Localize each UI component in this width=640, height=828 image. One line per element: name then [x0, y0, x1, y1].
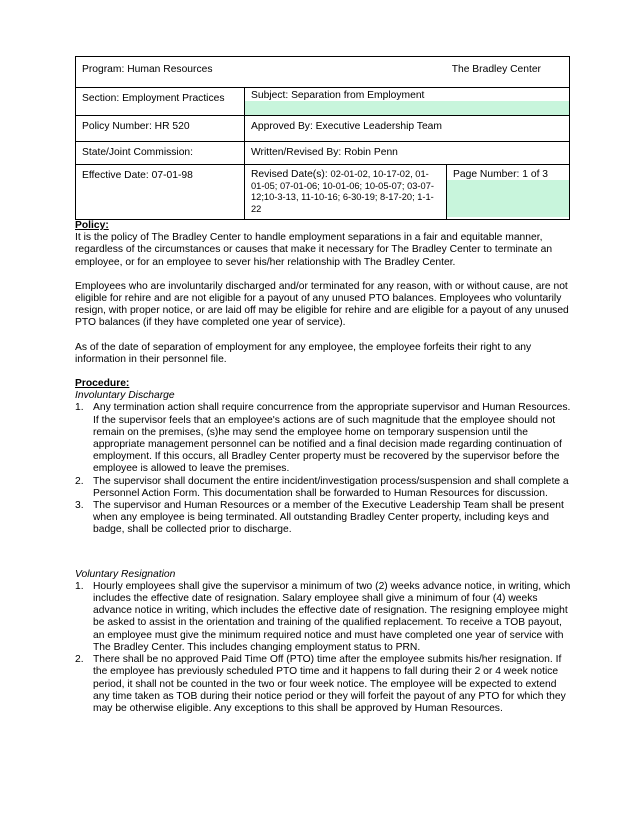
- involuntary-discharge-list: [75, 402, 572, 536]
- policy-number: Policy Number: HR 520: [82, 121, 190, 132]
- policy-paragraph: Employees who are involuntarily discharged and/or terminated for any reason, with or without cause, are not eligible for rehire and are not eligible for a payout of any unused PTO balances. Employees who voluntarily resign, with proper notice, or are laid off may be eligible for rehire and are eligible for a payout of any unused PTO balances (if they have completed one year of service).: [75, 280, 569, 329]
- effective-date: Effective Date: 07-01-98: [82, 170, 193, 181]
- list-item: 2. There shall be no approved Paid Time Off (PTO) time after the employee submits his/her resignation. If the employee has previously scheduled PTO time and it happens to fall during their 2 or 4 week notice period, it shall not be counted in the two or four week notice. The employee will be expected to extend any time taken as TOB during their notice period or they will forfeit the payout of any PTO for which they may be otherwise eligible. Any exceptions to this shall be approved by Human Resources.: [75, 654, 566, 714]
- policy-paragraph: It is the policy of The Bradley Center to handle employment separations in a fair and equitable manner, regardless of the circumstances or causes that make it necessary for The Bradley Center to terminate an employee, or for an employee to sever his/her relationship with The Bradley Center.: [75, 232, 553, 268]
- policy-header-table: [75, 56, 570, 220]
- subject-label: Subject: Separation from Employment: [251, 90, 425, 101]
- program-cell: [76, 57, 570, 88]
- section-label: Section: Employment Practices: [82, 93, 225, 104]
- list-item: 3. The supervisor and Human Resources or a member of the Executive Leadership Team shall be present when any employee is being terminated. All outstanding Bradley Center property, including keys and badge, shall be collected prior to discharge.: [75, 500, 564, 536]
- subject-highlight: [245, 101, 569, 115]
- revised-dates-cell: [245, 165, 447, 220]
- subject-cell: [245, 88, 570, 116]
- page-number-highlight: [447, 180, 569, 217]
- voluntary-resignation-title: Voluntary Resignation: [75, 568, 176, 580]
- voluntary-resignation-list: [75, 581, 572, 715]
- list-item: 1. Hourly employees shall give the supervisor a minimum of two (2) weeks advance notice, in writing, which includes the effective date of resignation. Salary employee shall give a minimum of four (4) weeks advance notice in writing, which includes the effective date of resignation. The resigning employee might be asked to assist in the orientation and training of the qualified replacement. To receive a TOB payout, an employee must give the minimum required notice and must have completed one year of service with The Bradley Center. This includes changing employment status to PRN.: [75, 580, 571, 653]
- page-number: Page Number: 1 of 3: [453, 169, 549, 180]
- policy-heading: Policy:: [75, 220, 109, 231]
- involuntary-discharge-title: Involuntary Discharge: [75, 390, 175, 402]
- written-by-cell: [245, 142, 570, 165]
- procedure-heading: Procedure:: [75, 378, 130, 390]
- state-joint-label: State/Joint Commission:: [82, 147, 194, 158]
- state-joint-cell: [76, 142, 245, 165]
- approved-by: Approved By: Executive Leadership Team: [251, 121, 442, 132]
- policy-number-cell: [76, 116, 245, 142]
- written-by: Written/Revised By: Robin Penn: [251, 147, 398, 158]
- policy-paragraph: As of the date of separation of employment for any employee, the employee forfeits their right to any information in their personnel file.: [75, 341, 532, 365]
- approved-by-cell: [245, 116, 570, 142]
- revised-dates: 02-01-02, 10-17-02, 01-01-05; 07-01-06; 10-01-06; 10-05-07; 03-07-12;10-3-13, 11-10-16; 6-30-19; 8-17-20; 1-1-22: [251, 169, 434, 214]
- effective-date-cell: [76, 165, 245, 220]
- organization-name: The Bradley Center: [451, 64, 541, 75]
- revised-label: Revised Date(s):: [251, 169, 331, 180]
- list-item: 1. Any termination action shall require concurrence from the appropriate supervisor and Human Resources. If the supervisor feels that an employee's actions are of such magnitude that the employee should not remain on the premises, (s)he may send the employee home on temporary suspension until the appropriate management personnel can be notified and a final decision made regarding continuation of employment. If this occurs, all Bradley Center property must be recovered by the supervisor before the employee is allowed to leave the premises.: [75, 402, 571, 475]
- document-body: [75, 220, 572, 715]
- section-cell: [76, 88, 245, 116]
- program-label: Program: Human Resources: [82, 64, 213, 75]
- page-number-cell: [447, 165, 570, 220]
- list-item: 2. The supervisor shall document the entire incident/investigation process/suspension and shall complete a Personnel Action Form. This documentation shall be forwarded to Human Resources for discussion.: [75, 475, 569, 499]
